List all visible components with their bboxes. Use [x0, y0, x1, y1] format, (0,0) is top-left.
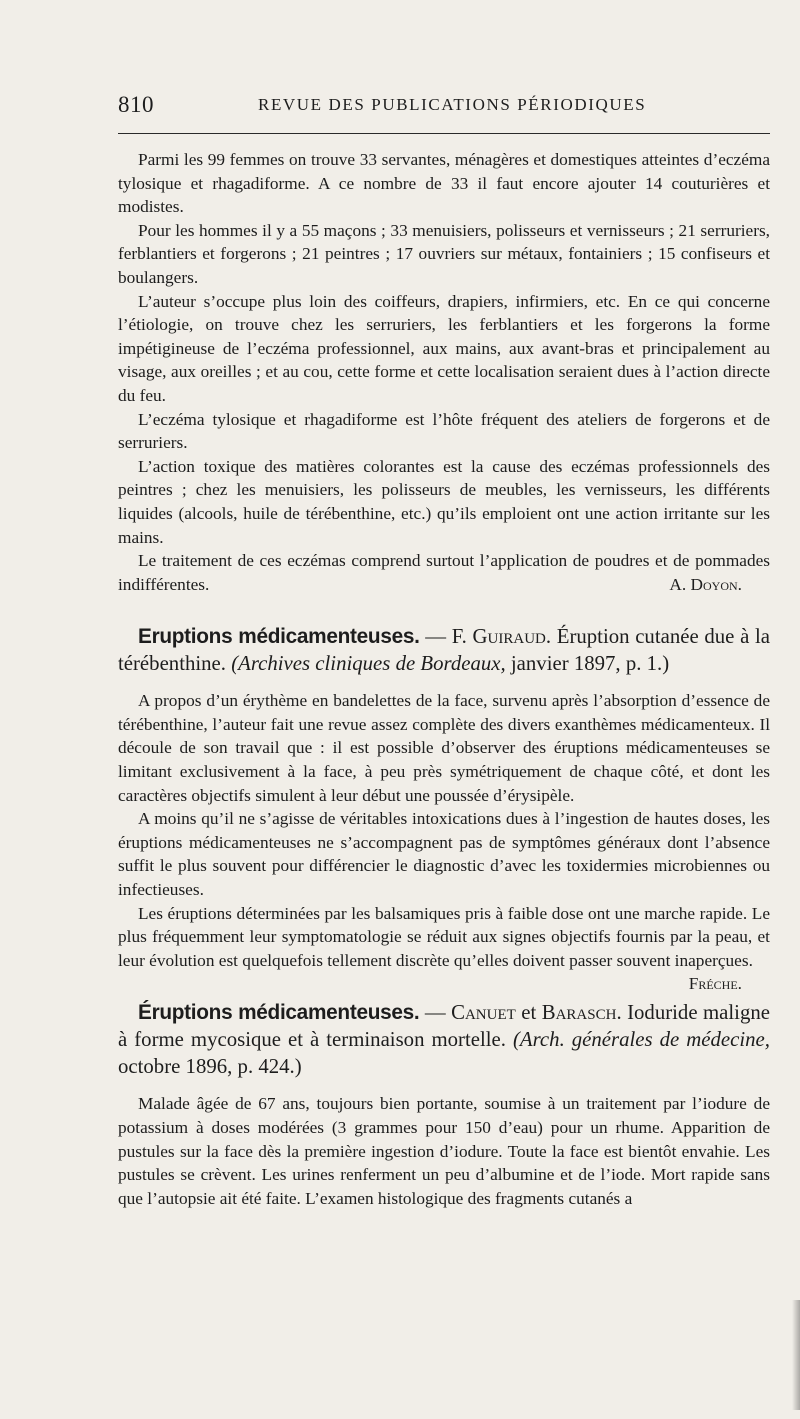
paragraph: L’auteur s’occupe plus loin des coiffeurs, drapiers, infirmiers, etc. En ce qui concerne l’étiologie, on trouve chez les serruriers, les ferblantiers et les forgerons la forme impétigineuse de l’eczéma professionnel, aux mains, aux avant-bras et principalement au visage, aux oreilles ; et au cou, cette forme et cette localisation seraient dues à l’action directe du feu. — [118, 291, 770, 405]
paragraph-text: Les éruptions déterminées par les balsamiques pris à faible dose ont une marche rapide. Le plus fréquemment leur symptomatologie se réduit aux signes objectifs fournis par la peau, et leur évolution est quelquefois tellement discrète qu’elles doivent passer souvent inaperçues. — [118, 903, 770, 970]
author-conjunction: et — [515, 1001, 542, 1025]
reference-details: janvier 1897, p. 1.) — [505, 652, 670, 676]
paragraph: Parmi les 99 femmes on trouve 33 servantes, ménagères et domestiques atteintes d’eczéma tylosique et rhagadiforme. A ce nombre de 33 il faut encore ajouter 14 couturières et modistes. — [118, 150, 770, 217]
paragraph-final — [118, 902, 770, 994]
paragraph: Malade âgée de 67 ans, toujours bien portante, soumise à un traitement par l’iodure de potassium à doses modérées (3 grammes pour 150 d’eau) pour un rhume. Apparition de pustules sur la face dès la première ingestion d’iodure. Toute la face est bientôt envahie. Les pustules se crèvent. Les urines renferment un peu d’albumine et de l’iode. Mort rapide sans que l’autopsie ait été faite. L’examen histologique des fragments cutanés a — [118, 1094, 770, 1208]
heading-dash: — — [419, 1001, 452, 1025]
header-rule — [118, 133, 770, 134]
article-author: Barasch. — [541, 1001, 622, 1025]
review-canuet-barasch — [118, 999, 770, 1210]
paragraph: L’eczéma tylosique et rhagadiforme est l’hôte fréquent des ateliers de forgerons et de serruriers. — [118, 409, 770, 453]
journal-title: REVUE DES PUBLICATIONS PÉRIODIQUES — [258, 95, 647, 114]
article-title: Éruption cutanée due à la térébenthine. — [118, 625, 770, 676]
article-heading — [118, 999, 770, 1080]
article-title: Ioduride maligne à forme mycosique et à terminaison mortelle. — [118, 1001, 770, 1052]
reviewer-signature: A. Doyon. — [669, 574, 742, 594]
paragraph-final — [118, 549, 770, 596]
journal-reference: (Arch. générales de médecine, — [512, 1028, 770, 1052]
rubric: Éruptions médicamenteuses. — [138, 1001, 420, 1025]
text-column — [118, 148, 770, 1210]
article-author: F. Guiraud. — [451, 625, 552, 649]
reviewer-signature: Fréche. — [688, 974, 742, 994]
article-heading — [118, 623, 770, 677]
running-head — [118, 92, 770, 122]
paragraph: A moins qu’il ne s’agisse de véritables intoxications dues à l’ingestion de hautes doses, les éruptions médicamenteuses ne s’accompagnent pas de symptômes généraux dont l’absence suffit le plus souvent pour différencier le diagnostic d’avec les toxidermies microbiennes ou infectieuses. — [118, 809, 770, 900]
reference-details: octobre 1896, p. 424.) — [118, 1055, 302, 1079]
paragraph: L’action toxique des matières colorantes est la cause des eczémas professionnels des peintres ; chez les menuisiers, les polisseurs de meubles, les vernisseurs, les différents liquides (alcools, huile de térébenthine, etc.) qu’ils emploient ont une action irritante sur les mains. — [118, 456, 770, 547]
article-author: Canuet — [451, 1001, 516, 1025]
heading-dash: — — [419, 625, 452, 649]
review-guiraud — [118, 623, 770, 994]
rubric: Eruptions médicamenteuses. — [138, 625, 420, 649]
paragraph: A propos d’un érythème en bandelettes de la face, survenu après l’absorption d’essence de térébenthine, l’auteur fait une revue assez complète des divers exanthèmes médicamenteux. Il découle de son travail que : il est possible d’observer des éruptions médicamenteuses se limitant exclusivement à la face, à peu près symétriquement de chaque côté, et dont les caractères objectifs simulent à leur début une poussée d’érysipèle. — [118, 691, 770, 805]
page-number: 810 — [118, 92, 154, 117]
paragraph: Pour les hommes il y a 55 maçons ; 33 menuisiers, polisseurs et vernisseurs ; 21 serruriers, ferblantiers et forgerons ; 21 peintres ; 17 ouvriers sur métaux, fontainiers ; 15 confiseurs et boulangers. — [118, 220, 770, 287]
paragraph-text: Le traitement de ces eczémas comprend surtout l’application de poudres et de pommades indifférentes. — [118, 551, 770, 594]
journal-reference: (Archives cliniques de Bordeaux, — [231, 652, 506, 676]
review-eczema-continued — [118, 148, 770, 596]
scan-edge-shadow — [792, 1300, 800, 1410]
